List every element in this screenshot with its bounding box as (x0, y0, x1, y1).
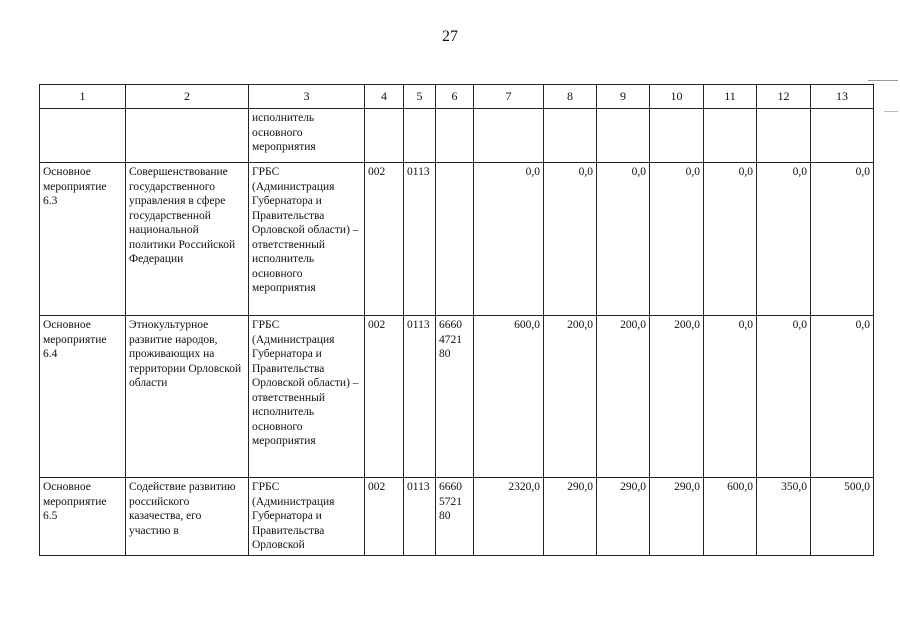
column-header: 10 (650, 85, 704, 109)
measure-name-cell: Совершенствование государственного управления в сфере государственной национальной политики Российской Федерации (126, 163, 249, 316)
target-code-cell: 6660 5721 80 (436, 478, 474, 556)
amount-cell: 0,0 (474, 163, 544, 316)
section-code-cell: 0113 (404, 478, 436, 556)
amount-cell (811, 109, 874, 163)
grbs-code-cell: 002 (365, 478, 404, 556)
amount-cell: 200,0 (597, 316, 650, 478)
measure-name-cell: Этнокультурное развитие народов, проживающих на территории Орловской области (126, 316, 249, 478)
measure-cell: Основное мероприятие 6.3 (40, 163, 126, 316)
table-row (40, 163, 874, 316)
amount-cell: 350,0 (757, 478, 811, 556)
executor-cell: ГРБС (Администрация Губернатора и Правительства Орловской области) – ответственный исполнитель основного мероприятия (249, 316, 365, 478)
column-header: 2 (126, 85, 249, 109)
target-code-cell: 6660 4721 80 (436, 316, 474, 478)
scan-edge-mark (884, 111, 898, 112)
amount-cell (544, 109, 597, 163)
column-header: 4 (365, 85, 404, 109)
measure-cell: Основное мероприятие 6.5 (40, 478, 126, 556)
amount-cell (650, 109, 704, 163)
section-code-cell (404, 109, 436, 163)
target-code-cell (436, 109, 474, 163)
column-header: 12 (757, 85, 811, 109)
column-header: 6 (436, 85, 474, 109)
measure-name-cell (126, 109, 249, 163)
amount-cell: 0,0 (704, 163, 757, 316)
table-row (40, 478, 874, 556)
column-header: 13 (811, 85, 874, 109)
scan-edge-mark (868, 80, 898, 81)
amount-cell: 600,0 (704, 478, 757, 556)
section-code-cell: 0113 (404, 163, 436, 316)
amount-cell (597, 109, 650, 163)
amount-cell (757, 109, 811, 163)
measure-name-cell: Содействие развитию российского казачества, его участию в (126, 478, 249, 556)
column-header: 5 (404, 85, 436, 109)
table-row (40, 316, 874, 478)
amount-cell: 0,0 (544, 163, 597, 316)
column-header: 3 (249, 85, 365, 109)
amount-cell: 290,0 (597, 478, 650, 556)
amount-cell: 0,0 (650, 163, 704, 316)
amount-cell: 2320,0 (474, 478, 544, 556)
table-header-row (40, 85, 874, 109)
section-code-cell: 0113 (404, 316, 436, 478)
column-header: 8 (544, 85, 597, 109)
amount-cell: 290,0 (650, 478, 704, 556)
amount-cell: 600,0 (474, 316, 544, 478)
amount-cell (704, 109, 757, 163)
amount-cell: 500,0 (811, 478, 874, 556)
amount-cell: 0,0 (704, 316, 757, 478)
amount-cell: 0,0 (597, 163, 650, 316)
column-header: 11 (704, 85, 757, 109)
amount-cell: 0,0 (811, 316, 874, 478)
table-row (40, 109, 874, 163)
measure-cell (40, 109, 126, 163)
executor-cell: ГРБС (Администрация Губернатора и Правительства Орловской (249, 478, 365, 556)
grbs-code-cell: 002 (365, 316, 404, 478)
target-code-cell (436, 163, 474, 316)
amount-cell: 200,0 (544, 316, 597, 478)
page-number: 27 (442, 28, 458, 45)
budget-table (39, 84, 874, 556)
amount-cell: 0,0 (757, 163, 811, 316)
amount-cell: 290,0 (544, 478, 597, 556)
column-header: 9 (597, 85, 650, 109)
amount-cell (474, 109, 544, 163)
executor-cell: исполнитель основного мероприятия (249, 109, 365, 163)
amount-cell: 0,0 (757, 316, 811, 478)
column-header: 1 (40, 85, 126, 109)
measure-cell: Основное мероприятие 6.4 (40, 316, 126, 478)
amount-cell: 0,0 (811, 163, 874, 316)
grbs-code-cell (365, 109, 404, 163)
column-header: 7 (474, 85, 544, 109)
amount-cell: 200,0 (650, 316, 704, 478)
executor-cell: ГРБС (Администрация Губернатора и Правительства Орловской области) – ответственный исполнитель основного мероприятия (249, 163, 365, 316)
grbs-code-cell: 002 (365, 163, 404, 316)
